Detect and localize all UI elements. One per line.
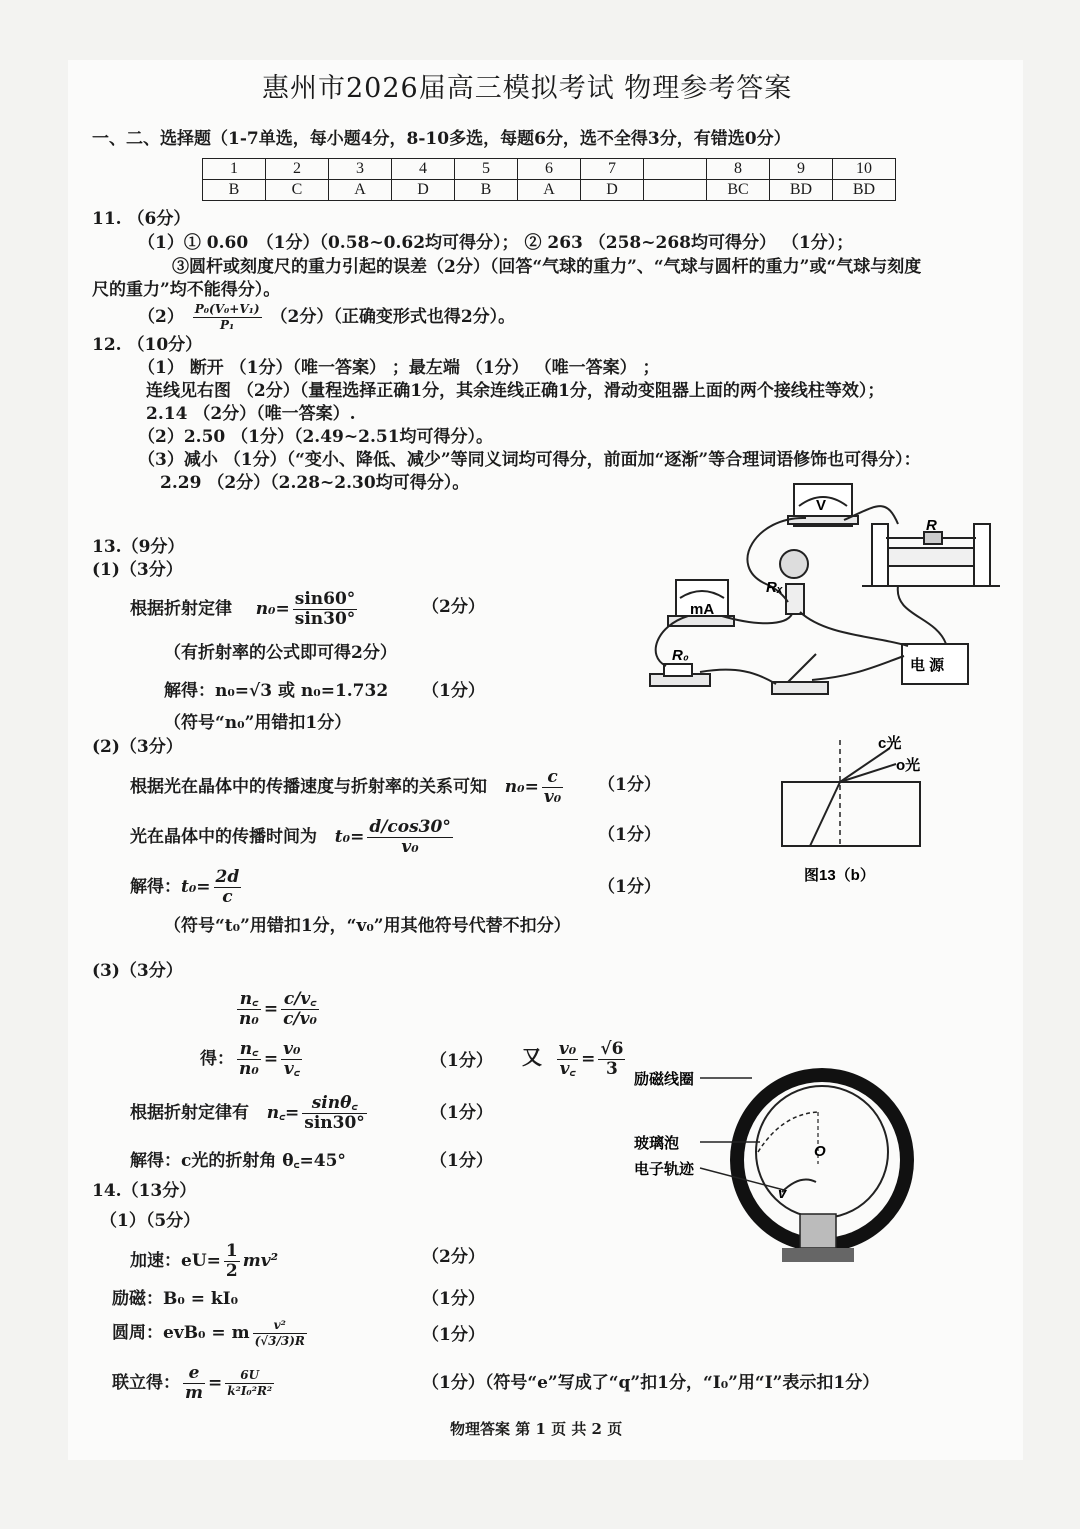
page-footer: 物理答案 第 1 页 共 2 页 <box>450 1420 623 1438</box>
q12-line5: （3）减小 （1分）（“变小、降低、减少”等同义词均可得分，前面加“逐渐”等合理词语修饰也可得分）： <box>138 450 921 470</box>
table-header-cell: 2 <box>266 159 329 180</box>
q11-formula: $\frac{\text{P₀(V₀+V₁)}}{\text{P₁}}$ <box>194 302 260 332</box>
table-answer-cell: A <box>329 180 392 201</box>
q14-score-b: （1分） <box>422 1289 485 1309</box>
table-header-cell: 10 <box>833 159 896 180</box>
q13-solution2: 解得：t₀= $\frac{2d}{c}$ <box>130 867 240 907</box>
electron-beam-tube-figure <box>632 1064 922 1276</box>
q14-circ-fraction: $\frac{\text{v²}}{(√3/3)R}$ <box>254 1318 305 1348</box>
mc-answer-table <box>202 158 896 201</box>
q13-speed-ratio: $\frac{c/v꜀}{\text{c/v₀}}$ <box>283 989 317 1029</box>
q14-joint-line: 联立得： $\frac{e}{m}$ = $\frac{6U}{\text{k²I₀²R²}}$ <box>112 1363 273 1403</box>
q11-part2-label: （2） <box>138 307 184 327</box>
q12-line3: 2.14 （2分）（唯一答案）. <box>146 404 356 424</box>
q12-line4: （2）2.50 （1分）（2.49~2.51均可得分）。 <box>138 427 494 447</box>
table-answer-cell: BC <box>707 180 770 201</box>
page-title: 惠州市2026届高三模拟考试 物理参考答案 <box>262 73 793 104</box>
q13-time-fraction: $\frac{d/\cos 30^\circ}{\text{v₀}}$ <box>369 817 451 857</box>
q13-ratio-line: $\frac{n꜀}{\text{n₀}}$ = $\frac{c/v꜀}{\text{c/v₀}}$ <box>239 989 317 1029</box>
table-answer-cell: BD <box>833 180 896 201</box>
q13-nc-fraction: $\frac{\sin\theta꜀}{\sin 30^\circ}$ <box>304 1093 365 1133</box>
q13-n0-fraction: $\frac{\sin 60^\circ}{\sin 30^\circ}$ <box>294 589 356 629</box>
q13-law2-line: 根据折射定律有 n꜀= $\frac{\sin\theta꜀}{\sin 30^\circ}$ <box>130 1093 365 1133</box>
q14-circ-line: 圆周：evB₀ = m $\frac{\text{v²}}{(√3/3)R}$ <box>112 1318 305 1348</box>
center-o-label: O <box>814 1143 826 1160</box>
table-header-cell: 5 <box>455 159 518 180</box>
table-header-cell: 9 <box>770 159 833 180</box>
q11-line4 <box>138 302 515 333</box>
table-answer-cell: C <box>266 180 329 201</box>
electron-track-label: 电子轨迹 <box>634 1161 695 1178</box>
q13-score-a: （2分） <box>422 597 485 617</box>
o-light-label: o光 <box>896 757 921 774</box>
coil-label: 励磁线圈 <box>634 1071 695 1088</box>
q13-score-g: （1分） <box>430 1103 493 1123</box>
q13-score-h: （1分） <box>430 1151 493 1171</box>
q13-nc-n0-b: $\frac{n꜀}{\text{n₀}}$ <box>239 1039 259 1079</box>
table-answer-cell: D <box>581 180 644 201</box>
section1-heading: 一、二、选择题（1-7单选，每小题4分，8-10多选，每题6分，选不全得3分，有错选0分） <box>92 129 791 149</box>
q14-mag-line: 励磁：B₀ = kI₀ <box>112 1289 239 1309</box>
q13-part3: (3)（3分） <box>92 961 183 981</box>
q11-line3: 尺的重力”均不能得分）。 <box>92 280 281 300</box>
c-light-label: c光 <box>878 735 902 752</box>
q13-note2: （符号“n₀”用错扣1分） <box>164 713 352 733</box>
q13-t0-fraction: $\frac{2d}{c}$ <box>215 867 240 907</box>
q13-note3: （符号“t₀”用错扣1分，“v₀”用其他符号代替不扣分） <box>164 916 571 936</box>
glass-bulb-label: 玻璃泡 <box>634 1135 680 1152</box>
q13-v-ratio: $\frac{\text{v₀}}{v꜀}$ <box>283 1039 301 1079</box>
velocity-label: v <box>778 1185 787 1202</box>
q13-nc-n0: $\frac{n꜀}{\text{n₀}}$ <box>239 989 259 1029</box>
circuit-diagram <box>636 476 1016 706</box>
voltmeter-label: V <box>816 497 827 514</box>
figure-13b-caption: 图13（b） <box>804 867 875 884</box>
q12-line6: 2.29 （2分）（2.28~2.30均可得分）。 <box>160 473 470 493</box>
q13-solution1: 解得：n₀=√3 或 n₀=1.732 <box>164 681 389 701</box>
rx-label: Rₓ <box>766 579 783 596</box>
table-answer-cell: D <box>392 180 455 201</box>
table-answer-cell: B <box>203 180 266 201</box>
rheostat-label: R <box>926 517 937 534</box>
q12-line1: （1） 断开 （1分）（唯一答案） ；最左端 （1分） （唯一答案） ； <box>138 358 660 378</box>
q14-score-a: （2分） <box>422 1247 485 1267</box>
q13-heading: 13.（9分） <box>92 537 185 557</box>
q13-note1: （有折射率的公式即可得2分） <box>164 643 397 663</box>
q13-score-e: （1分） <box>598 877 661 897</box>
q14-heading: 14.（13分） <box>92 1181 197 1201</box>
q13-solution3: 解得：c光的折射角 θ꜀=45° <box>130 1151 346 1171</box>
q11-heading: 11. （6分） <box>92 209 191 229</box>
q11-line1: （1）① 0.60 （1分）（0.58~0.62均可得分）； ② 263 （258~268均可得分） （1分）； <box>138 233 854 253</box>
q13-derive-line: 得： $\frac{n꜀}{\text{n₀}}$ = $\frac{\text{v₀}}{v꜀}$ <box>200 1039 301 1079</box>
r0-label: R₀ <box>672 647 689 664</box>
q13-speed-fraction: $\frac{c}{\text{v₀}}$ <box>543 767 562 807</box>
table-header-cell: 3 <box>329 159 392 180</box>
q13-root6-3: $\frac{√6}{3}$ <box>600 1039 624 1079</box>
table-header-cell: 4 <box>392 159 455 180</box>
q12-line2: 连线见右图 （2分）（量程选择正确1分，其余连线正确1分，滑动变阻器上面的两个接线柱等效）； <box>146 381 885 401</box>
q14-acc-line: 加速：eU= $\frac{1}{2}$ mv² <box>130 1241 279 1281</box>
q13-part2: (2)（3分） <box>92 737 183 757</box>
q13-time-line: 光在晶体中的传播时间为 t₀= $\frac{d/\cos 30^\circ}{\text{v₀}}$ <box>130 817 451 857</box>
q11-part2-score: （2分）（正确变形式也得2分）。 <box>270 307 516 327</box>
table-header-cell: 8 <box>707 159 770 180</box>
q14-score-c: （1分） <box>422 1325 485 1345</box>
q13-v0-vc: $\frac{\text{v₀}}{v꜀}$ <box>558 1039 577 1079</box>
q12-heading: 12. （10分） <box>92 335 203 355</box>
q13-score-d: （1分） <box>598 825 661 845</box>
table-answer-cell: B <box>455 180 518 201</box>
q14-result: $\frac{6U}{\text{k²I₀²R²}}$ <box>227 1368 273 1398</box>
table-answer-cell: BD <box>770 180 833 201</box>
table-answer-cell: A <box>518 180 581 201</box>
table-header-cell: 7 <box>581 159 644 180</box>
table-header-cell: 1 <box>203 159 266 180</box>
q13-score-f: （1分） <box>430 1051 493 1071</box>
q14-part1: （1）（5分） <box>100 1211 201 1231</box>
table-header-cell <box>644 159 707 180</box>
q13-score-c: （1分） <box>598 775 661 795</box>
figure-13b <box>770 730 950 890</box>
ammeter-label: mA <box>690 601 715 618</box>
q13-speed-line: 根据光在晶体中的传播速度与折射率的关系可知 n₀= $\frac{c}{\text{v₀}}$ <box>130 767 562 807</box>
q13-given-ratio: 又 $\frac{\text{v₀}}{v꜀}$ = $\frac{√6}{3}$ <box>522 1039 624 1079</box>
q11-line2: ③圆杆或刻度尺的重力引起的误差（2分）（回答“气球的重力”、“气球与圆杆的重力”或“气球与刻度 <box>172 257 922 277</box>
q14-e-m: $\frac{e}{m}$ <box>185 1363 203 1403</box>
power-label: 电 源 <box>910 657 945 674</box>
q14-half: $\frac{1}{2}$ <box>225 1241 238 1281</box>
q14-score-d: （1分）（符号“e”写成了“q”扣1分，“I₀”用“I”表示扣1分） <box>422 1373 880 1393</box>
table-header-cell: 6 <box>518 159 581 180</box>
q13-law-line: 根据折射定律 n₀= $\frac{\sin 60^\circ}{\sin 30^\circ}$ <box>130 589 356 629</box>
table-answer-cell <box>644 180 707 201</box>
q13-part1: (1)（3分） <box>92 560 183 580</box>
q13-score-b: （1分） <box>422 681 485 701</box>
